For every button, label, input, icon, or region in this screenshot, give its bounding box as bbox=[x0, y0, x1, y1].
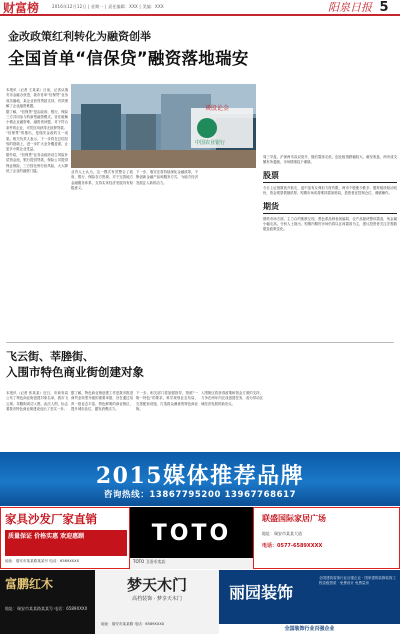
story1-paragraph: “信保贷”的推出，是瑞安金改的又一成果。相关负责人表示，下一步将在总结经验的基础上，进一步扩大业务覆盖面，让更多小微企业受益。 bbox=[6, 131, 68, 152]
expo-title: 2015媒体推荐品牌 bbox=[95, 463, 305, 489]
toto-ad[interactable] bbox=[130, 507, 253, 569]
door-address: 地址：瑞安市某某路 电话：6589XXXX bbox=[101, 622, 165, 626]
story1-column-1 bbox=[6, 88, 68, 278]
furniture-address: 地址：瑞安市某某路某某号 电话：6589XXXX bbox=[5, 559, 80, 563]
story2-column-2 bbox=[71, 391, 133, 449]
expo-ad[interactable] bbox=[0, 452, 400, 506]
story1-paragraph: 据了解，“信保贷”是由政府、银行、保险三方共同参与的新型融资模式，旨在破解小微企业融资难、融资贵问题，对于符合条件的企业，可凭信用获得无抵押贷款。 bbox=[6, 109, 68, 130]
futures-body: 期货市场方面，主力合约涨跌互现，黑色系品种表现偏弱，农产品板块整体震荡，贵金属小幅走高。分析人士指出，短期内期货市场仍将以区间震荡为主，建议投资者关注宏观数据及政策变化。 bbox=[263, 216, 397, 232]
door-title: 梦天木门 bbox=[126, 576, 187, 594]
story2-paragraph: 下一步，相关部门将加强指导，按照“一街一特色”的要求，科学规划业态布局，完善配套设施，打造群众满意的特色商业街。 bbox=[136, 391, 198, 412]
ad-row bbox=[0, 507, 400, 569]
story1-photo bbox=[71, 84, 256, 168]
expo-phone: 咨询热线：13867795200 13967768617 bbox=[103, 490, 297, 500]
story2-headline: 入围市特色商业街创建对象 bbox=[6, 365, 144, 379]
story2-paragraph: 据了解，特色商业街创建工作是我市推进商贸业转型升级的重要举措，旨在通过培育一批业态丰富、特色鲜明的商业街区，提升城市品位，激发消费活力。 bbox=[71, 391, 133, 412]
story1-paragraph: 据介绍，“信保贷”业务由政府设立风险补偿资金池，银行提供贷款，保险公司提供保证保险，三方按比例分担风险，大大降低了企业的融资门槛。 bbox=[6, 152, 68, 174]
story1-paragraph: 业内人士认为，这一模式有效整合了政府、银行、保险各方资源，对于完善地方金融服务体系、支持实体经济发展具有积极意义。 bbox=[71, 170, 133, 191]
right-column bbox=[263, 155, 397, 450]
bank-logo: 中国农业银行 bbox=[195, 140, 226, 146]
story1-paragraph: 下一步，瑞安还将持续深化金融改革，不断创新金融产品和服务方式，为地方经济发展注入新的活力。 bbox=[136, 170, 198, 185]
liansheng-phone: 电话：0577-6589XXXX bbox=[262, 543, 323, 549]
story2-paragraph: 本报讯（记者 张某某）近日，市商务局公布了特色商业街创建对象名单，我市飞云街、莘塍街成功入围。此次入围，标志着我市特色商业街建设迈出了坚实一步。 bbox=[6, 391, 68, 412]
story1-kicker: 金改政策红利转化为融资创举 bbox=[8, 30, 151, 43]
section-name: 财富榜 bbox=[3, 0, 40, 15]
decoration-foot: 全国装饰行业百强企业 bbox=[219, 624, 400, 634]
story2-column-4 bbox=[201, 391, 263, 449]
story1-column-3 bbox=[136, 170, 198, 278]
liansheng-title: 联盛国际家居广场 bbox=[262, 514, 326, 523]
toto-logo: TOTO bbox=[151, 521, 232, 546]
bank-photo-graphic bbox=[71, 84, 256, 168]
photo-banner: 谈股论金 bbox=[205, 105, 230, 112]
door-ad[interactable] bbox=[95, 570, 219, 634]
liansheng-ad[interactable] bbox=[253, 507, 400, 569]
issue-meta: 2016年12月12日 | 星期一 | 责任编辑：XXX | 美编：XXX bbox=[52, 4, 164, 9]
story2-column-1 bbox=[6, 391, 68, 449]
toto-bar: TOTO 卫浴专卖店 bbox=[130, 558, 253, 569]
page-number: 5 bbox=[379, 0, 389, 15]
masthead bbox=[0, 0, 400, 16]
market-intro: 周三早盘，沪深两市双双低开，随后震荡走低，创业板指跌幅较大。截至收盘，两市成交额有所萎缩，市场情绪趋于谨慎。 bbox=[263, 155, 397, 165]
newspaper-name: 阳泉日报 bbox=[328, 1, 372, 14]
story1-headline: 全国首单“信保贷”融资落地瑞安 bbox=[8, 49, 249, 68]
redwood-title: 富鹏红木 bbox=[5, 577, 54, 591]
stock-body: 今日上证指数低开低走，盘中虽有反弹但力度有限，两市个股涨少跌多，题材板块轮动较快，资金观望情绪浓厚，短期市场或将维持震荡格局，投资者宜控制仓位、谨慎操作。 bbox=[263, 185, 397, 196]
furniture-ad[interactable] bbox=[0, 507, 130, 569]
furniture-title: 家具沙发厂家直销 bbox=[5, 512, 97, 526]
redwood-address: 地址：瑞安市某某路某某号 电话：6589XXXX bbox=[5, 606, 88, 611]
furniture-sub: 质量保证 价格实惠 欢迎惠顾 bbox=[5, 530, 127, 556]
story2-paragraph: 入围街区将获得政策和资金方面的支持，力争在两年内完成创建任务，成为带动区域经济发展的新亮点。 bbox=[201, 391, 263, 406]
door-sub: 高档装饰 · 梦享天木门 bbox=[132, 596, 182, 602]
story2-column-3 bbox=[136, 391, 198, 449]
story1-paragraph: 本报讯（记者 王某某）日前，记者从瑞安市金融办获悉，我市首单“信保贷”业务成功落地，某企业获得贷款支持，有效缓解了企业融资难题。 bbox=[6, 88, 68, 109]
decoration-lines: 全国建筑装饰行业百强企业 · 国家建筑装修装饰工程壹级资质 · 免费设计 免费量房 bbox=[319, 576, 396, 586]
story2-kicker: 飞云街、莘塍街、 bbox=[6, 350, 94, 363]
liansheng-address: 地址：瑞安市某某大道 bbox=[262, 531, 302, 536]
divider bbox=[6, 342, 394, 343]
story1-column-2 bbox=[71, 170, 133, 278]
decoration-title: 丽园装饰 bbox=[229, 583, 294, 602]
redwood-ad[interactable] bbox=[0, 570, 95, 634]
ad-bottom-row bbox=[0, 570, 400, 634]
stock-heading: 股票 bbox=[263, 170, 397, 183]
decoration-ad[interactable] bbox=[219, 570, 400, 634]
futures-heading: 期货 bbox=[263, 201, 397, 214]
